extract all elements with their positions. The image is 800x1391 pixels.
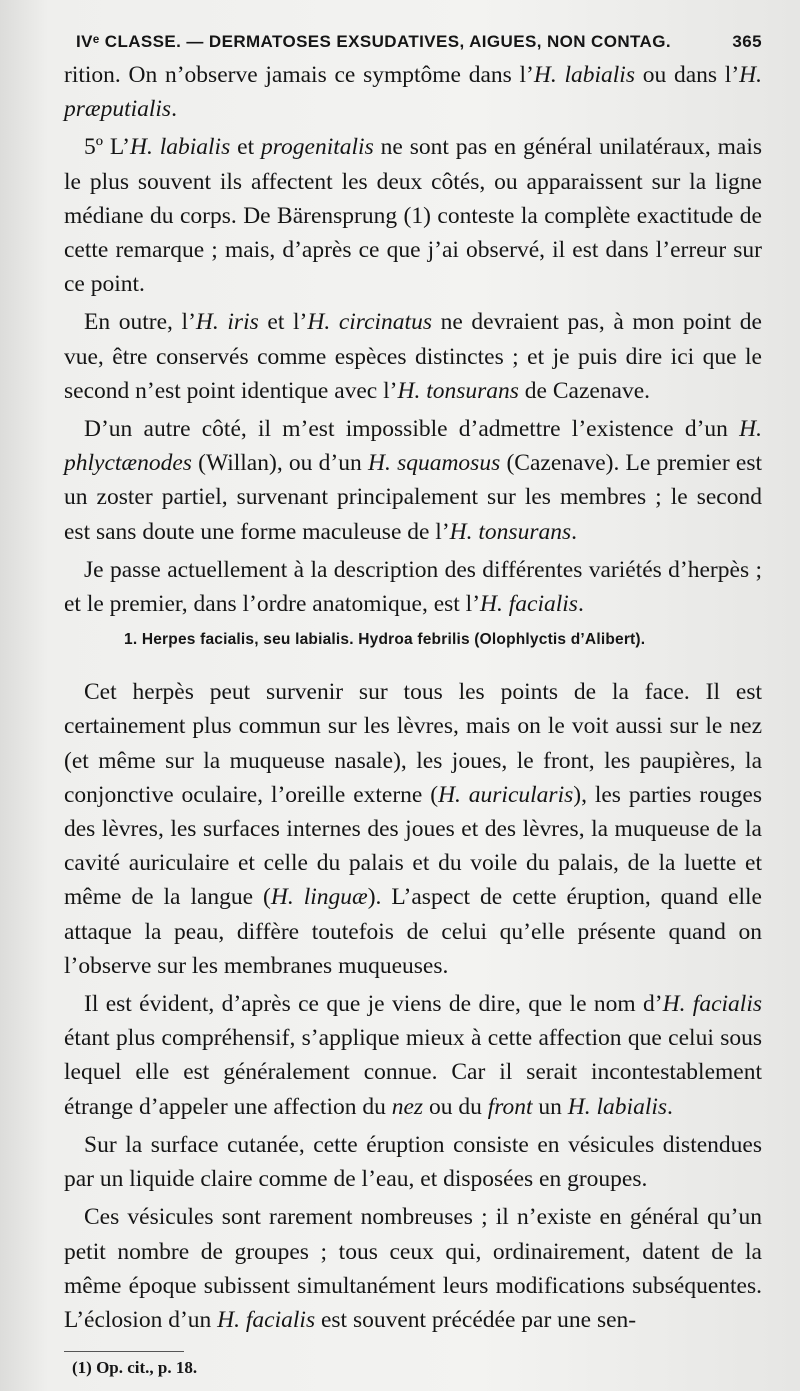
paragraph bbox=[64, 675, 762, 983]
italic-term: H. phlyctænodes bbox=[64, 416, 762, 477]
paragraph bbox=[64, 1200, 762, 1337]
text-run: (Cazenave). Le premier est un zoster partiel, survenant principalement sur les membres ; le second est sans doute une forme maculeuse de l’ bbox=[64, 450, 762, 545]
italic-term: H. facialis bbox=[480, 591, 578, 618]
running-head bbox=[64, 32, 762, 52]
text-run: ne devraient pas, à mon point de vue, être conservés comme espèces distinctes ; et je puis dire ici que le second n’est point identique avec l’ bbox=[64, 309, 762, 404]
paragraph bbox=[64, 987, 762, 1124]
italic-term: H. facialis bbox=[662, 991, 762, 1018]
text-run: . bbox=[577, 591, 584, 618]
text-run: (Willan), ou d’un bbox=[191, 450, 368, 477]
text-run: un bbox=[532, 1093, 568, 1120]
text-run: D’un autre côté, il m’est impossible d’admettre l’existence d’un bbox=[84, 416, 740, 443]
text-run: est souvent précédée par une sen- bbox=[315, 1306, 637, 1333]
italic-term: H. auricularis bbox=[438, 781, 574, 808]
text-run: étant plus compréhensif, s’applique mieux à cette affection que celui sous lequel elle est généralement connue. Car il serait incontestablement étrange d’appeler une affection du bbox=[64, 1025, 762, 1120]
body-text-upper bbox=[64, 58, 762, 621]
italic-term: H. linguæ bbox=[270, 884, 368, 911]
running-head-title: IVᵉ CLASSE. — DERMATOSES EXSUDATIVES, AIGUES, NON CONTAG. bbox=[76, 32, 671, 51]
paragraph bbox=[64, 305, 762, 408]
text-run: ou du bbox=[423, 1093, 488, 1120]
text-run: rition. On n’observe jamais ce symptôme dans l’ bbox=[64, 62, 534, 88]
text-run: . bbox=[667, 1093, 673, 1120]
body-text-lower bbox=[64, 675, 762, 1337]
text-run: Il est évident, d’après ce que je viens de dire, que le nom d’ bbox=[84, 991, 663, 1018]
italic-term: H. tonsurans bbox=[397, 377, 519, 404]
italic-term: progenitalis bbox=[261, 134, 374, 161]
italic-term: front bbox=[487, 1093, 533, 1120]
text-run: . bbox=[571, 518, 577, 545]
section-title: 1. Herpes facialis, seu labialis. Hydroa febrilis (Olophlyctis d’Alibert). bbox=[124, 631, 646, 649]
footnote: (1) Op. cit., p. 18. bbox=[72, 1358, 198, 1378]
italic-term: H. facialis bbox=[217, 1306, 316, 1333]
italic-term: nez bbox=[391, 1093, 424, 1120]
italic-term: H. labialis bbox=[567, 1093, 668, 1120]
paragraph bbox=[64, 412, 762, 549]
text-run: ). L’aspect de cette éruption, quand elle attaque la peau, diffère toutefois de celui qu’elle présente quand on l’observe sur les membranes muqueuses. bbox=[64, 884, 762, 979]
text-run: ne sont pas en général unilatéraux, mais le plus souvent ils affectent les deux côtés, ou apparaissent sur la ligne médiane du corps. De Bärensprung (1) conteste la complète exactitude de cette remarque ; mais, d’après ce que j’ai observé, il est dans l’erreur sur ce point. bbox=[64, 134, 762, 298]
italic-term: H. tonsurans bbox=[449, 518, 572, 545]
text-run: Je passe actuellement à la description des différentes variétés d’herpès ; et le premier, dans l’ordre anatomique, est l’ bbox=[64, 556, 762, 618]
text-run: . bbox=[171, 96, 177, 123]
footnote-rule bbox=[64, 1351, 184, 1352]
italic-term: H. labialis bbox=[533, 62, 635, 88]
paragraph bbox=[64, 553, 762, 621]
paragraph bbox=[64, 1128, 762, 1196]
text-run: 5º L’ bbox=[84, 134, 130, 161]
paragraph bbox=[64, 58, 762, 126]
text-run: de Cazenave. bbox=[518, 377, 651, 404]
text-run: ), les parties rouges des lèvres, les surfaces internes des joues et des lèvres, la muqueuse de la cavité auriculaire et celle du palais et du voile du palais, de la luette et même de la langue ( bbox=[64, 781, 762, 911]
text-run: Sur la surface cutanée, cette éruption consiste en vésicules distendues par un liquide claire comme de l’eau, et disposées en groupes. bbox=[64, 1131, 762, 1193]
text-run: et l’ bbox=[258, 309, 308, 336]
page-number: 365 bbox=[732, 32, 762, 51]
text-run: En outre, l’ bbox=[84, 309, 196, 336]
italic-term: H. præputialis bbox=[64, 62, 763, 123]
paragraph bbox=[64, 130, 762, 301]
italic-term: H. circinatus bbox=[307, 309, 432, 336]
text-run: Ces vésicules sont rarement nombreuses ; il n’existe en général qu’un petit nombre de groupes ; tous ceux qui, ordinairement, datent de la même époque subissent simultanément leurs modifications subséquentes. L’éclosion d’un bbox=[64, 1204, 762, 1333]
text-run: ou dans l’ bbox=[635, 62, 740, 88]
italic-term: H. labialis bbox=[129, 134, 231, 161]
text-run: et bbox=[230, 134, 261, 161]
text-run: Cet herpès peut survenir sur tous les points de la face. Il est certainement plus commun sur les lèvres, mais on le voit aussi sur le nez (et même sur la muqueuse nasale), les joues, le front, les paupières, la conjonctive oculaire, l’oreille externe ( bbox=[64, 679, 762, 808]
italic-term: H. squamosus bbox=[367, 450, 501, 477]
italic-term: H. iris bbox=[195, 309, 259, 336]
